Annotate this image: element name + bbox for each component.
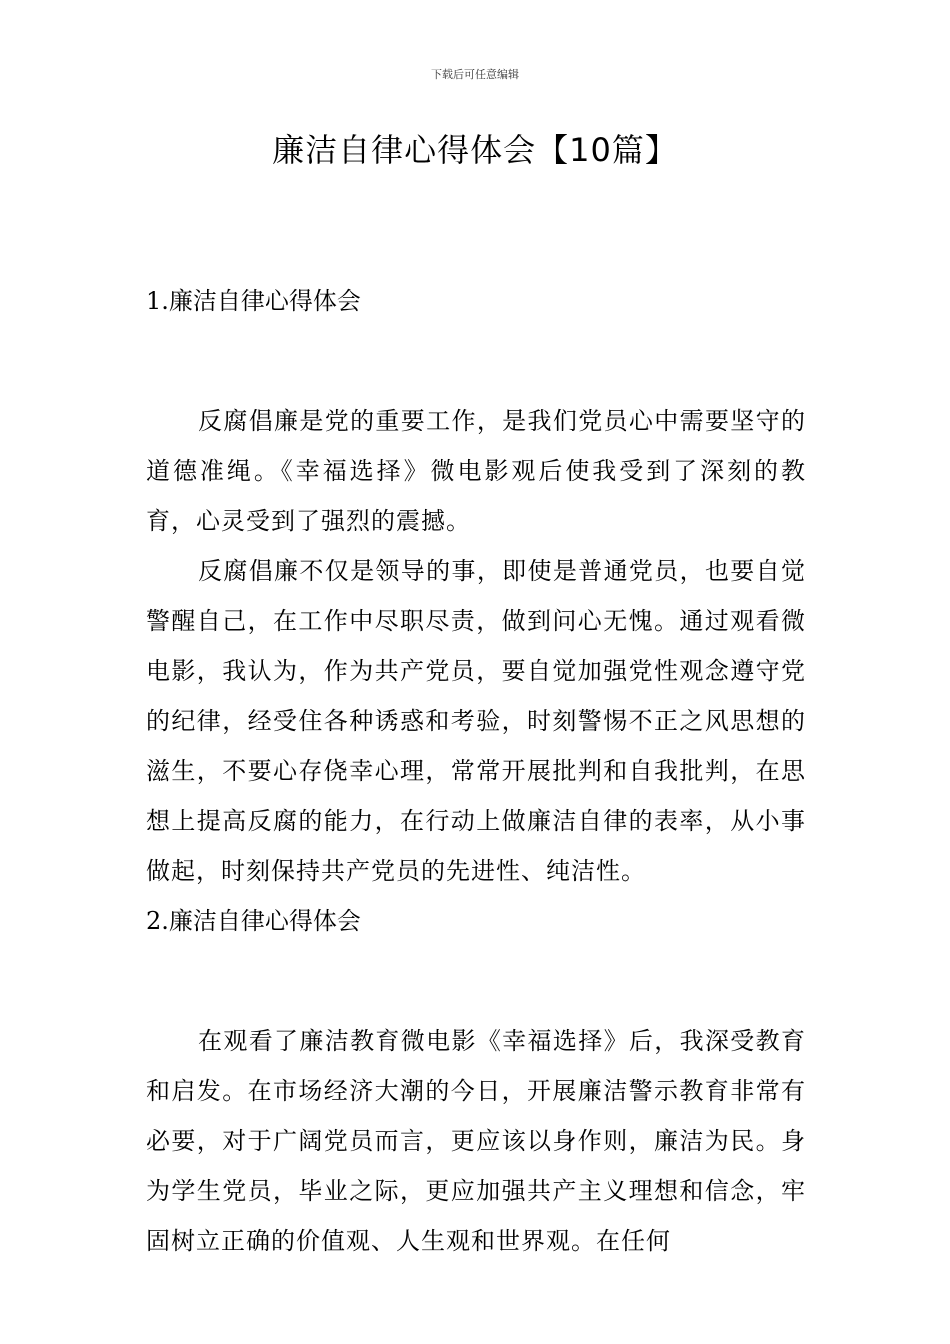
section-spacer [146, 946, 806, 1016]
section-heading-2: 2.廉洁自律心得体会 [146, 907, 361, 935]
document-title: 廉洁自律心得体会【10篇】 [272, 131, 678, 169]
paragraph: 在观看了廉洁教育微电影《幸福选择》后，我深受教育和启发。在市场经济大潮的今日，开展廉洁警示教育非常有必要，对于广阔党员而言，更应该以身作则，廉洁为民。身为学生党员，毕业之际，更应加强共产主义理想和信念，牢固树立正确的价值观、人生观和世界观。在任何 [146, 1027, 806, 1255]
section-heading-1: 1.廉洁自律心得体会 [146, 287, 361, 315]
header-note: 下载后可任意编辑 [431, 68, 519, 81]
document-body [146, 276, 806, 1266]
paragraph: 反腐倡廉是党的重要工作，是我们党员心中需要坚守的道德准绳。《幸福选择》微电影观后使我受到了深刻的教育，心灵受到了强烈的震撼。 [146, 407, 806, 535]
paragraph: 反腐倡廉不仅是领导的事，即使是普通党员，也要自觉警醒自己，在工作中尽职尽责，做到问心无愧。通过观看微电影，我认为，作为共产党员，要自觉加强党性观念遵守党的纪律，经受住各种诱惑和考验，时刻警惕不正之风思想的滋生，不要心存侥幸心理，常常开展批判和自我批判，在思想上提高反腐的能力，在行动上做廉洁自律的表率，从小事做起，时刻保持共产党员的先进性、纯洁性。 [146, 557, 806, 885]
section-spacer [146, 326, 806, 396]
